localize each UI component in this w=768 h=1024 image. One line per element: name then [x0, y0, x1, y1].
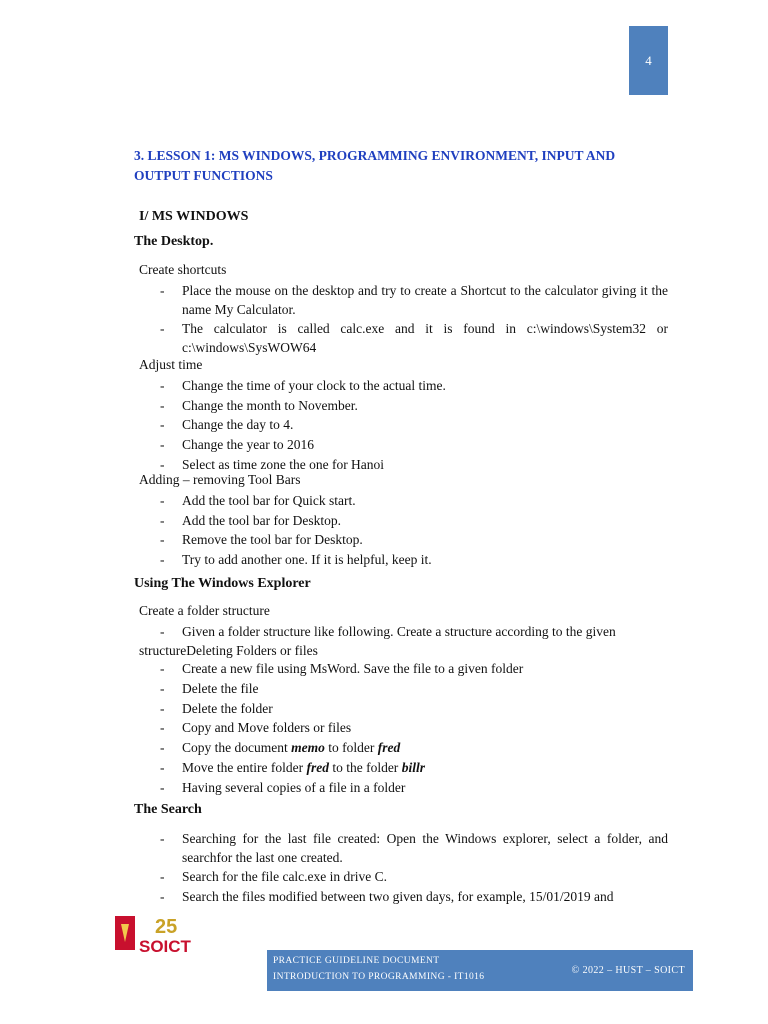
list-item-text: Place the mouse on the desktop and try to create a Shortcut to the calculator giving it the name My Calculator. [182, 283, 668, 317]
soict-logo-icon [115, 912, 205, 956]
list-item-text: Change the year to 2016 [182, 437, 314, 452]
list-item-text: Delete the file [182, 681, 259, 696]
list-dash: - [160, 417, 165, 432]
list-item-text: Try to add another one. If it is helpful, keep it. [182, 552, 432, 567]
logo-text: SOICT [139, 937, 191, 956]
list-item-text: Add the tool bar for Desktop. [182, 513, 341, 528]
list-dash: - [160, 720, 165, 735]
folder-structure-label: Create a folder structure [139, 603, 270, 618]
fred-folder: fred [377, 740, 401, 755]
list-item [160, 660, 668, 679]
list-item [160, 397, 668, 416]
desktop-heading: The Desktop. [134, 234, 214, 249]
list-item [160, 531, 668, 550]
list-dash: - [160, 532, 165, 547]
list-item [160, 779, 668, 798]
list-dash: - [160, 437, 165, 452]
memo-filename: memo [291, 740, 325, 755]
list-item [160, 492, 668, 511]
fred-folder: fred [306, 760, 329, 775]
list-item [160, 680, 668, 699]
footer-copyright: © 2022 – HUST – SOICT [571, 965, 685, 976]
list-item [160, 377, 668, 396]
list-dash: - [160, 457, 165, 472]
list-item [160, 868, 668, 887]
list-dash: - [160, 283, 165, 298]
list-dash: - [160, 780, 165, 795]
list-dash: - [160, 624, 165, 639]
list-item-text: Search the files modified between two given days, for example, 15/01/2019 and [182, 889, 614, 904]
list-item-text: Change the time of your clock to the actual time. [182, 378, 446, 393]
soict-logo [115, 912, 205, 956]
list-dash: - [160, 701, 165, 716]
list-dash: - [160, 889, 165, 904]
list-item [160, 282, 668, 319]
list-item [160, 551, 668, 570]
list-item [160, 416, 668, 435]
list-dash: - [160, 831, 165, 846]
list-item-text: Searching for the last file created: Open the Windows explorer, select a folder, and searchfor the last one created. [182, 831, 668, 865]
list-item-text: Having several copies of a file in a folder [182, 780, 406, 795]
list-item [160, 719, 668, 738]
list-dash: - [160, 681, 165, 696]
logo-number: 25 [155, 916, 178, 938]
adjust-time-label: Adjust time [139, 357, 203, 372]
footer-banner [267, 950, 693, 991]
list-dash: - [160, 740, 165, 755]
create-shortcuts-label: Create shortcuts [139, 262, 227, 277]
footer-doc-type: PRACTICE GUIDELINE DOCUMENT [273, 956, 440, 966]
list-item [160, 700, 668, 719]
list-dash: - [160, 513, 165, 528]
move-folder-text: Move the entire folder [182, 760, 307, 775]
move-folder-middle: to the folder [328, 760, 402, 775]
list-dash: - [160, 869, 165, 884]
list-dash: - [160, 398, 165, 413]
list-dash: - [160, 661, 165, 676]
list-item [160, 436, 668, 455]
folder-paragraph [139, 622, 669, 660]
list-item [160, 830, 668, 867]
list-item-text: Search for the file calc.exe in drive C. [182, 869, 388, 884]
search-heading: The Search [134, 802, 202, 817]
list-item [160, 739, 668, 758]
list-dash: - [160, 493, 165, 508]
list-dash: - [160, 760, 165, 775]
footer-course: INTRODUCTION TO PROGRAMMING - IT1016 [273, 972, 485, 982]
list-item-text: The calculator is called calc.exe and it is found in c:\windows\System32 or c:\windows\SysWOW64 [182, 321, 668, 355]
list-dash: - [160, 552, 165, 567]
section-title: I/ MS WINDOWS [139, 209, 249, 224]
list-dash: - [160, 378, 165, 393]
lesson-title: 3. LESSON 1: MS WINDOWS, PROGRAMMING ENVIRONMENT, INPUT AND OUTPUT FUNCTIONS [134, 148, 616, 183]
toolbars-label: Adding – removing Tool Bars [139, 472, 301, 487]
list-item-text: Change the day to 4. [182, 417, 294, 432]
billr-folder: billr [401, 760, 425, 775]
list-item-text: Delete the folder [182, 701, 273, 716]
list-item [160, 320, 668, 357]
list-dash: - [160, 321, 165, 336]
list-item-text: Copy and Move folders or files [182, 720, 352, 735]
copy-doc-middle: to folder [324, 740, 378, 755]
list-item-text: Create a new file using MsWord. Save the file to a given folder [182, 661, 524, 676]
list-item-text: Change the month to November. [182, 398, 358, 413]
list-item-text [182, 759, 668, 778]
copy-doc-text: Copy the document [182, 740, 292, 755]
list-item [160, 888, 668, 907]
page-number: 4 [629, 26, 668, 95]
explorer-heading: Using The Windows Explorer [134, 576, 311, 591]
list-item-text: Add the tool bar for Quick start. [182, 493, 356, 508]
list-item [160, 512, 668, 531]
list-item [160, 759, 668, 778]
list-item-text: Select as time zone the one for Hanoi [182, 457, 385, 472]
list-item-text: Remove the tool bar for Desktop. [182, 532, 363, 547]
folder-paragraph-text: Given a folder structure like following. Create a structure according to the given structureDeleting Folders or files [139, 624, 616, 658]
list-item-text [182, 739, 668, 758]
